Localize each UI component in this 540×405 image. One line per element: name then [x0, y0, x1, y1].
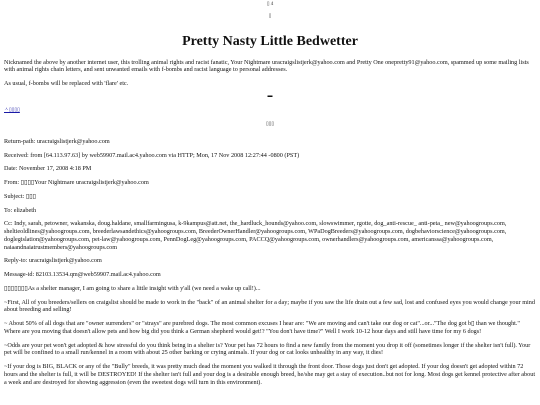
link-anchor[interactable]: ㅅ▯▯▯▯	[4, 108, 20, 113]
top-glyph-1: ▯ 4	[266, 2, 274, 7]
email-message-id: Message-id: 82103.13534.qm@web59907.mail.ac4.yahoo.com	[4, 271, 161, 278]
email-from: From: ▯▯▯▯Your Nightmare uracraigslistjerk@yahoo.com	[4, 179, 149, 186]
email-reply-to: Reply-to: uracraigslistjerk@yahoo.com	[4, 257, 102, 265]
divider: ▬	[267, 93, 273, 99]
intro-paragraph-2: As usual, f-bombs will be replaced with 'flare' etc.	[4, 80, 129, 87]
box-glyph: ▯▯▯	[265, 122, 275, 128]
body-paragraph-3: ~ About 50% of all dogs that are "owner surrenders" or "strays" are purebred dogs. The most common excuses I hear are: "We are moving and can't take our dog or cat"...or..."The dog got b▯ than we thought." Where are you moving that doesn't allow pets and how big did you think a German shepherd would get!? "You don't have time?" Well I work 10-12 hour days and still have time for my 6 dogs!	[4, 320, 520, 335]
email-return-path: Return-path: uracraigslistjerk@yahoo.com	[4, 137, 110, 145]
email-to: To: elizabeth	[4, 206, 37, 214]
email-date: Date: November 17, 2008 4:18 PM	[4, 165, 92, 173]
page-title: Pretty Nasty Little Bedwetter	[182, 34, 358, 49]
top-glyph-2: ▯	[268, 13, 272, 19]
intro-paragraph-1: Nicknamed the above by another internet user, this trolling animal rights and racist fanatic, Your Nightmare uracraigslistjerk@yahoo.com and Pretty One onepretty91@yahoo.com, spammed up some mailing lists with animal rights chain letters, and sent unwanted emails with f-bombs and racist language to personal addresses.	[4, 58, 529, 74]
body-paragraph-5: ~If your dog is BIG, BLACK or any of the "Bully" breeds, it was pretty much dead the moment you walked it through the front door. Those dogs just don't get adopted. If your dog doesn't get adopted within 72 hours and the shelter is full, it will be DESTROYED! If the shelter isn't full and your dog is a desirable enough breed, he/she may get a stay of execution..but not for long. Most dogs get kennel protective after about a week and are destroyed for showing aggression (even the sweetest dogs will turn in this environment).	[4, 363, 536, 386]
body-paragraph-4: ~Odds are your pet won't get adopted & how stressful do you think being in a shelter is? Your pet has 72 hours to find a new family from the moment you drop it off (sometimes longer if the shelter isn't full). Your pet will be confined to a small run/kennel in a room with about 25 other barking or crying animals. If your dog or cat looks unhealthy in any way, it dies!	[4, 341, 531, 357]
email-subject: Subject: ▯▯▯	[4, 192, 37, 200]
email-received: Received: from [64.113.97.63] by web59907.mail.ac4.yahoo.com via HTTP; Mon, 17 Nov 2008 12:27:44 -0800 (PST)	[4, 151, 300, 159]
email-cc: Cc: Indy, sarah, petowner, wakanska, doug.haldane, smallfarmingusa, k-9kampus@att.net, the_hardluck_hounds@yahoo.com, slowswimmer, rgotte, dog_anti-rescue_ anti-peta_ new@yahoogroups.com, sheltieoldlines@yahoogroups.com, breederlawsandethics@yahoogroups.com, BreederOwnerHandler@yahoogroups.com, WPaDogBreeders@yahoogroups.com, dogbehaviorscience@yahoogroups.com, doglegislation@yahoogroups.com, pet-law@yahoogroups.com, PennDogLeg@yahoogroups.com, PACCQ@yahoogroups.com, ownerhandlers@yahoogroups.com, americanssa@yahoogroups.com, naiaandnaiatrustmembers@yahoogroups.com	[4, 220, 507, 251]
body-paragraph-2: ~First, All of you breeders/sellers on craigslist should be made to work in the "back" of an animal shelter for a day; maybe if you saw the life drain out a few sad, lost and confused eyes you would change your mind about breeding and selling!	[4, 298, 535, 314]
body-paragraph-1: ▯▯▯▯▯▯▯As a shelter manager, I am going to share a little insight with y'all (we need a wake up call!)...	[4, 284, 261, 292]
